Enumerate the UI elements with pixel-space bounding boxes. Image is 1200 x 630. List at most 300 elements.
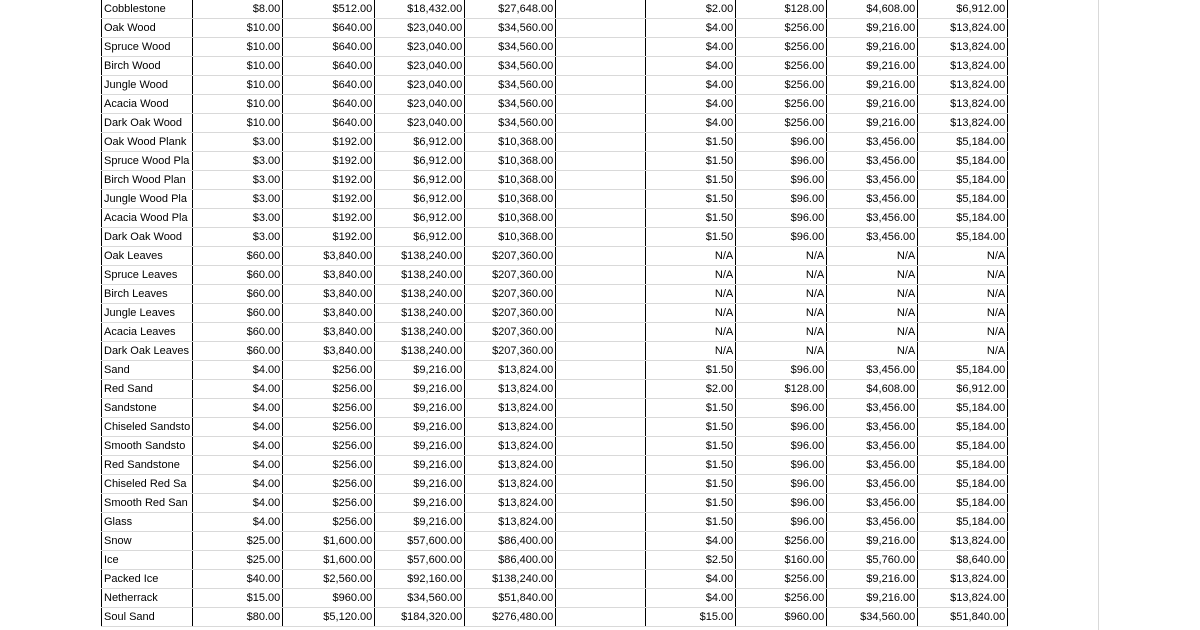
empty-cell[interactable]: [556, 513, 646, 532]
price-cell-g[interactable]: $9,216.00: [827, 57, 918, 76]
empty-cell[interactable]: [556, 494, 646, 513]
price-cell-a[interactable]: $3.00: [193, 171, 283, 190]
item-name-cell[interactable]: Jungle Wood: [102, 76, 193, 95]
price-cell-d[interactable]: $51,840.00: [465, 589, 556, 608]
price-cell-b[interactable]: $256.00: [283, 494, 375, 513]
price-cell-f[interactable]: $128.00: [736, 0, 827, 19]
price-cell-h[interactable]: $5,184.00: [918, 171, 1008, 190]
price-cell-f[interactable]: $96.00: [736, 190, 827, 209]
item-name-cell[interactable]: Acacia Leaves: [102, 323, 193, 342]
price-cell-h[interactable]: $5,184.00: [918, 513, 1008, 532]
price-cell-d[interactable]: $207,360.00: [465, 247, 556, 266]
price-cell-b[interactable]: $640.00: [283, 38, 375, 57]
price-cell-h[interactable]: $5,184.00: [918, 228, 1008, 247]
price-cell-f[interactable]: N/A: [736, 247, 827, 266]
item-name-cell[interactable]: Spruce Leaves: [102, 266, 193, 285]
price-cell-g[interactable]: $9,216.00: [827, 532, 918, 551]
item-name-cell[interactable]: Spruce Wood: [102, 38, 193, 57]
price-cell-h[interactable]: N/A: [918, 285, 1008, 304]
price-cell-d[interactable]: $13,824.00: [465, 361, 556, 380]
item-name-cell[interactable]: Spruce Wood Pla: [102, 152, 193, 171]
price-cell-c[interactable]: $23,040.00: [375, 38, 465, 57]
price-cell-c[interactable]: $138,240.00: [375, 304, 465, 323]
price-cell-e[interactable]: $1.50: [646, 456, 736, 475]
price-cell-b[interactable]: $3,840.00: [283, 285, 375, 304]
price-cell-b[interactable]: $192.00: [283, 133, 375, 152]
price-cell-e[interactable]: $4.00: [646, 76, 736, 95]
price-cell-a[interactable]: $4.00: [193, 380, 283, 399]
price-cell-g[interactable]: $3,456.00: [827, 418, 918, 437]
price-cell-b[interactable]: $256.00: [283, 513, 375, 532]
price-cell-e[interactable]: $4.00: [646, 19, 736, 38]
empty-cell[interactable]: [556, 57, 646, 76]
item-name-cell[interactable]: Red Sandstone: [102, 456, 193, 475]
empty-cell[interactable]: [556, 247, 646, 266]
price-cell-g[interactable]: N/A: [827, 247, 918, 266]
item-name-cell[interactable]: Red Sand: [102, 380, 193, 399]
price-cell-d[interactable]: $207,360.00: [465, 304, 556, 323]
item-name-cell[interactable]: Birch Wood: [102, 57, 193, 76]
price-cell-g[interactable]: $3,456.00: [827, 209, 918, 228]
price-cell-e[interactable]: $1.50: [646, 152, 736, 171]
price-cell-f[interactable]: $256.00: [736, 114, 827, 133]
price-cell-b[interactable]: $3,840.00: [283, 342, 375, 361]
price-cell-a[interactable]: $8.00: [193, 0, 283, 19]
price-cell-d[interactable]: $27,648.00: [465, 0, 556, 19]
price-cell-b[interactable]: $192.00: [283, 209, 375, 228]
price-cell-b[interactable]: $192.00: [283, 171, 375, 190]
price-cell-e[interactable]: $1.50: [646, 133, 736, 152]
price-cell-b[interactable]: $256.00: [283, 380, 375, 399]
price-cell-e[interactable]: $4.00: [646, 95, 736, 114]
price-cell-f[interactable]: N/A: [736, 266, 827, 285]
price-cell-g[interactable]: $3,456.00: [827, 133, 918, 152]
price-cell-h[interactable]: N/A: [918, 266, 1008, 285]
price-cell-g[interactable]: $9,216.00: [827, 95, 918, 114]
price-cell-e[interactable]: $1.50: [646, 437, 736, 456]
price-cell-e[interactable]: N/A: [646, 266, 736, 285]
price-cell-d[interactable]: $34,560.00: [465, 95, 556, 114]
item-name-cell[interactable]: Acacia Wood Pla: [102, 209, 193, 228]
price-cell-f[interactable]: $96.00: [736, 209, 827, 228]
price-cell-g[interactable]: $5,760.00: [827, 551, 918, 570]
price-cell-g[interactable]: $9,216.00: [827, 76, 918, 95]
price-cell-g[interactable]: $4,608.00: [827, 0, 918, 19]
price-cell-h[interactable]: $5,184.00: [918, 399, 1008, 418]
price-cell-c[interactable]: $23,040.00: [375, 19, 465, 38]
price-cell-e[interactable]: N/A: [646, 323, 736, 342]
empty-cell[interactable]: [556, 152, 646, 171]
price-cell-b[interactable]: $256.00: [283, 437, 375, 456]
price-cell-e[interactable]: $4.00: [646, 57, 736, 76]
item-name-cell[interactable]: Jungle Leaves: [102, 304, 193, 323]
price-cell-f[interactable]: $96.00: [736, 228, 827, 247]
price-cell-e[interactable]: N/A: [646, 285, 736, 304]
item-name-cell[interactable]: Dark Oak Leaves: [102, 342, 193, 361]
price-cell-c[interactable]: $6,912.00: [375, 133, 465, 152]
price-cell-e[interactable]: N/A: [646, 304, 736, 323]
price-cell-a[interactable]: $10.00: [193, 57, 283, 76]
price-cell-e[interactable]: $1.50: [646, 190, 736, 209]
price-cell-h[interactable]: $5,184.00: [918, 475, 1008, 494]
price-cell-f[interactable]: $256.00: [736, 76, 827, 95]
empty-cell[interactable]: [556, 95, 646, 114]
price-cell-d[interactable]: $138,240.00: [465, 570, 556, 589]
item-name-cell[interactable]: Sand: [102, 361, 193, 380]
empty-cell[interactable]: [556, 342, 646, 361]
price-cell-h[interactable]: $5,184.00: [918, 190, 1008, 209]
price-cell-e[interactable]: $4.00: [646, 589, 736, 608]
empty-cell[interactable]: [556, 76, 646, 95]
price-cell-d[interactable]: $13,824.00: [465, 418, 556, 437]
empty-cell[interactable]: [556, 0, 646, 19]
empty-cell[interactable]: [556, 323, 646, 342]
price-cell-g[interactable]: $3,456.00: [827, 399, 918, 418]
price-cell-f[interactable]: N/A: [736, 304, 827, 323]
price-cell-b[interactable]: $256.00: [283, 456, 375, 475]
price-cell-c[interactable]: $6,912.00: [375, 171, 465, 190]
empty-cell[interactable]: [556, 608, 646, 627]
price-cell-h[interactable]: $13,824.00: [918, 570, 1008, 589]
price-cell-g[interactable]: $3,456.00: [827, 437, 918, 456]
empty-cell[interactable]: [556, 190, 646, 209]
price-cell-b[interactable]: $2,560.00: [283, 570, 375, 589]
price-cell-g[interactable]: N/A: [827, 285, 918, 304]
price-cell-a[interactable]: $4.00: [193, 361, 283, 380]
price-cell-b[interactable]: $1,600.00: [283, 532, 375, 551]
price-cell-d[interactable]: $13,824.00: [465, 494, 556, 513]
price-cell-c[interactable]: $6,912.00: [375, 152, 465, 171]
empty-cell[interactable]: [556, 456, 646, 475]
price-cell-e[interactable]: $1.50: [646, 171, 736, 190]
price-cell-e[interactable]: $2.50: [646, 551, 736, 570]
price-cell-c[interactable]: $6,912.00: [375, 209, 465, 228]
price-cell-g[interactable]: $9,216.00: [827, 570, 918, 589]
price-cell-c[interactable]: $23,040.00: [375, 57, 465, 76]
price-cell-d[interactable]: $34,560.00: [465, 19, 556, 38]
price-cell-c[interactable]: $9,216.00: [375, 513, 465, 532]
price-cell-b[interactable]: $256.00: [283, 361, 375, 380]
price-cell-e[interactable]: $1.50: [646, 228, 736, 247]
price-cell-h[interactable]: N/A: [918, 304, 1008, 323]
item-name-cell[interactable]: Snow: [102, 532, 193, 551]
price-cell-d[interactable]: $10,368.00: [465, 171, 556, 190]
price-cell-g[interactable]: $3,456.00: [827, 361, 918, 380]
price-cell-a[interactable]: $3.00: [193, 190, 283, 209]
price-cell-a[interactable]: $4.00: [193, 437, 283, 456]
price-cell-h[interactable]: $5,184.00: [918, 133, 1008, 152]
price-cell-d[interactable]: $13,824.00: [465, 399, 556, 418]
empty-cell[interactable]: [556, 285, 646, 304]
item-name-cell[interactable]: Glass: [102, 513, 193, 532]
price-cell-c[interactable]: $9,216.00: [375, 456, 465, 475]
item-name-cell[interactable]: Oak Leaves: [102, 247, 193, 266]
price-cell-g[interactable]: $3,456.00: [827, 513, 918, 532]
price-cell-a[interactable]: $25.00: [193, 532, 283, 551]
price-cell-f[interactable]: $96.00: [736, 513, 827, 532]
price-cell-f[interactable]: $96.00: [736, 437, 827, 456]
price-cell-h[interactable]: N/A: [918, 323, 1008, 342]
price-cell-d[interactable]: $10,368.00: [465, 190, 556, 209]
price-cell-a[interactable]: $4.00: [193, 456, 283, 475]
price-cell-d[interactable]: $10,368.00: [465, 152, 556, 171]
price-cell-b[interactable]: $3,840.00: [283, 247, 375, 266]
price-cell-h[interactable]: $13,824.00: [918, 57, 1008, 76]
price-cell-a[interactable]: $3.00: [193, 152, 283, 171]
price-cell-a[interactable]: $10.00: [193, 114, 283, 133]
price-cell-g[interactable]: $9,216.00: [827, 114, 918, 133]
price-cell-h[interactable]: $51,840.00: [918, 608, 1008, 627]
empty-cell[interactable]: [556, 304, 646, 323]
price-cell-e[interactable]: $1.50: [646, 209, 736, 228]
item-name-cell[interactable]: Dark Oak Wood: [102, 228, 193, 247]
price-cell-c[interactable]: $23,040.00: [375, 95, 465, 114]
price-cell-h[interactable]: $5,184.00: [918, 152, 1008, 171]
price-cell-g[interactable]: $3,456.00: [827, 456, 918, 475]
price-cell-h[interactable]: $13,824.00: [918, 76, 1008, 95]
price-cell-e[interactable]: $1.50: [646, 418, 736, 437]
price-cell-a[interactable]: $60.00: [193, 247, 283, 266]
price-cell-e[interactable]: $1.50: [646, 475, 736, 494]
price-cell-b[interactable]: $5,120.00: [283, 608, 375, 627]
price-cell-c[interactable]: $9,216.00: [375, 418, 465, 437]
price-cell-d[interactable]: $207,360.00: [465, 266, 556, 285]
price-cell-c[interactable]: $138,240.00: [375, 266, 465, 285]
price-cell-b[interactable]: $1,600.00: [283, 551, 375, 570]
price-cell-b[interactable]: $640.00: [283, 57, 375, 76]
price-cell-h[interactable]: $5,184.00: [918, 209, 1008, 228]
price-cell-g[interactable]: N/A: [827, 342, 918, 361]
price-cell-f[interactable]: $160.00: [736, 551, 827, 570]
price-cell-b[interactable]: $640.00: [283, 76, 375, 95]
price-cell-f[interactable]: $256.00: [736, 19, 827, 38]
price-cell-b[interactable]: $3,840.00: [283, 323, 375, 342]
price-cell-d[interactable]: $13,824.00: [465, 513, 556, 532]
price-cell-e[interactable]: $15.00: [646, 608, 736, 627]
empty-cell[interactable]: [556, 114, 646, 133]
price-cell-e[interactable]: $1.50: [646, 361, 736, 380]
price-cell-h[interactable]: $13,824.00: [918, 38, 1008, 57]
price-cell-a[interactable]: $4.00: [193, 399, 283, 418]
price-cell-a[interactable]: $4.00: [193, 418, 283, 437]
price-cell-d[interactable]: $34,560.00: [465, 76, 556, 95]
price-cell-a[interactable]: $60.00: [193, 304, 283, 323]
item-name-cell[interactable]: Dark Oak Wood: [102, 114, 193, 133]
price-cell-c[interactable]: $23,040.00: [375, 114, 465, 133]
price-cell-c[interactable]: $9,216.00: [375, 361, 465, 380]
item-name-cell[interactable]: Jungle Wood Pla: [102, 190, 193, 209]
price-cell-d[interactable]: $13,824.00: [465, 475, 556, 494]
price-cell-a[interactable]: $4.00: [193, 475, 283, 494]
item-name-cell[interactable]: Soul Sand: [102, 608, 193, 627]
price-cell-c[interactable]: $9,216.00: [375, 475, 465, 494]
price-cell-d[interactable]: $34,560.00: [465, 57, 556, 76]
price-cell-c[interactable]: $57,600.00: [375, 551, 465, 570]
price-cell-b[interactable]: $3,840.00: [283, 266, 375, 285]
price-cell-c[interactable]: $9,216.00: [375, 399, 465, 418]
price-cell-h[interactable]: $13,824.00: [918, 589, 1008, 608]
price-cell-a[interactable]: $3.00: [193, 228, 283, 247]
price-cell-e[interactable]: N/A: [646, 247, 736, 266]
price-cell-f[interactable]: $96.00: [736, 418, 827, 437]
price-cell-b[interactable]: $256.00: [283, 418, 375, 437]
price-cell-g[interactable]: N/A: [827, 323, 918, 342]
price-cell-g[interactable]: $3,456.00: [827, 494, 918, 513]
price-cell-f[interactable]: $256.00: [736, 570, 827, 589]
price-cell-g[interactable]: $9,216.00: [827, 19, 918, 38]
price-cell-f[interactable]: $256.00: [736, 589, 827, 608]
empty-cell[interactable]: [556, 475, 646, 494]
price-cell-a[interactable]: $25.00: [193, 551, 283, 570]
price-cell-f[interactable]: $256.00: [736, 38, 827, 57]
price-cell-f[interactable]: $96.00: [736, 456, 827, 475]
price-cell-a[interactable]: $4.00: [193, 494, 283, 513]
price-cell-c[interactable]: $57,600.00: [375, 532, 465, 551]
empty-cell[interactable]: [556, 228, 646, 247]
price-cell-a[interactable]: $60.00: [193, 323, 283, 342]
price-cell-f[interactable]: $256.00: [736, 57, 827, 76]
empty-cell[interactable]: [556, 171, 646, 190]
price-cell-f[interactable]: $96.00: [736, 399, 827, 418]
price-cell-f[interactable]: $128.00: [736, 380, 827, 399]
price-cell-a[interactable]: $15.00: [193, 589, 283, 608]
price-cell-f[interactable]: $96.00: [736, 361, 827, 380]
price-cell-g[interactable]: $3,456.00: [827, 152, 918, 171]
price-cell-c[interactable]: $138,240.00: [375, 247, 465, 266]
price-cell-h[interactable]: $13,824.00: [918, 95, 1008, 114]
price-cell-c[interactable]: $138,240.00: [375, 285, 465, 304]
price-cell-f[interactable]: $96.00: [736, 475, 827, 494]
price-cell-d[interactable]: $10,368.00: [465, 228, 556, 247]
price-cell-g[interactable]: $34,560.00: [827, 608, 918, 627]
price-cell-b[interactable]: $640.00: [283, 114, 375, 133]
price-cell-h[interactable]: $13,824.00: [918, 114, 1008, 133]
price-cell-f[interactable]: $256.00: [736, 532, 827, 551]
price-cell-f[interactable]: N/A: [736, 342, 827, 361]
price-cell-b[interactable]: $3,840.00: [283, 304, 375, 323]
price-cell-d[interactable]: $10,368.00: [465, 209, 556, 228]
price-cell-e[interactable]: $2.00: [646, 380, 736, 399]
price-cell-b[interactable]: $192.00: [283, 152, 375, 171]
price-cell-b[interactable]: $256.00: [283, 399, 375, 418]
price-cell-d[interactable]: $13,824.00: [465, 437, 556, 456]
price-cell-g[interactable]: $9,216.00: [827, 589, 918, 608]
price-cell-h[interactable]: $5,184.00: [918, 494, 1008, 513]
empty-cell[interactable]: [556, 570, 646, 589]
item-name-cell[interactable]: Chiseled Red Sa: [102, 475, 193, 494]
price-cell-d[interactable]: $207,360.00: [465, 285, 556, 304]
price-cell-a[interactable]: $60.00: [193, 266, 283, 285]
item-name-cell[interactable]: Smooth Red San: [102, 494, 193, 513]
price-cell-f[interactable]: $96.00: [736, 171, 827, 190]
price-cell-e[interactable]: $1.50: [646, 399, 736, 418]
price-cell-f[interactable]: $96.00: [736, 133, 827, 152]
item-name-cell[interactable]: Birch Wood Plan: [102, 171, 193, 190]
price-cell-a[interactable]: $60.00: [193, 342, 283, 361]
price-cell-g[interactable]: N/A: [827, 304, 918, 323]
price-cell-b[interactable]: $256.00: [283, 475, 375, 494]
empty-cell[interactable]: [556, 399, 646, 418]
price-cell-g[interactable]: $3,456.00: [827, 171, 918, 190]
price-cell-c[interactable]: $138,240.00: [375, 342, 465, 361]
price-cell-h[interactable]: $5,184.00: [918, 418, 1008, 437]
item-name-cell[interactable]: Netherrack: [102, 589, 193, 608]
price-cell-h[interactable]: $5,184.00: [918, 456, 1008, 475]
price-cell-g[interactable]: $3,456.00: [827, 228, 918, 247]
price-cell-c[interactable]: $6,912.00: [375, 228, 465, 247]
price-cell-a[interactable]: $10.00: [193, 95, 283, 114]
price-cell-e[interactable]: $1.50: [646, 494, 736, 513]
empty-cell[interactable]: [556, 437, 646, 456]
price-cell-e[interactable]: $4.00: [646, 38, 736, 57]
price-cell-h[interactable]: $8,640.00: [918, 551, 1008, 570]
empty-cell[interactable]: [556, 551, 646, 570]
price-cell-c[interactable]: $92,160.00: [375, 570, 465, 589]
empty-cell[interactable]: [556, 133, 646, 152]
price-cell-d[interactable]: $13,824.00: [465, 456, 556, 475]
price-cell-c[interactable]: $9,216.00: [375, 494, 465, 513]
empty-cell[interactable]: [556, 266, 646, 285]
price-cell-e[interactable]: $4.00: [646, 532, 736, 551]
price-cell-d[interactable]: $276,480.00: [465, 608, 556, 627]
price-cell-c[interactable]: $6,912.00: [375, 190, 465, 209]
price-cell-c[interactable]: $9,216.00: [375, 380, 465, 399]
item-name-cell[interactable]: Chiseled Sandsto: [102, 418, 193, 437]
price-cell-h[interactable]: $6,912.00: [918, 380, 1008, 399]
item-name-cell[interactable]: Acacia Wood: [102, 95, 193, 114]
price-cell-a[interactable]: $10.00: [193, 38, 283, 57]
item-name-cell[interactable]: Ice: [102, 551, 193, 570]
price-cell-a[interactable]: $3.00: [193, 133, 283, 152]
price-cell-b[interactable]: $192.00: [283, 190, 375, 209]
price-cell-h[interactable]: $5,184.00: [918, 437, 1008, 456]
price-cell-g[interactable]: $9,216.00: [827, 38, 918, 57]
price-cell-g[interactable]: N/A: [827, 266, 918, 285]
empty-cell[interactable]: [556, 361, 646, 380]
price-cell-a[interactable]: $3.00: [193, 209, 283, 228]
price-cell-a[interactable]: $60.00: [193, 285, 283, 304]
price-cell-h[interactable]: $6,912.00: [918, 0, 1008, 19]
empty-cell[interactable]: [556, 418, 646, 437]
price-cell-c[interactable]: $138,240.00: [375, 323, 465, 342]
price-cell-f[interactable]: $960.00: [736, 608, 827, 627]
price-cell-h[interactable]: N/A: [918, 247, 1008, 266]
price-cell-a[interactable]: $10.00: [193, 76, 283, 95]
empty-cell[interactable]: [556, 532, 646, 551]
price-cell-e[interactable]: $2.00: [646, 0, 736, 19]
price-cell-f[interactable]: $96.00: [736, 494, 827, 513]
price-cell-e[interactable]: N/A: [646, 342, 736, 361]
price-cell-b[interactable]: $192.00: [283, 228, 375, 247]
price-cell-h[interactable]: $5,184.00: [918, 361, 1008, 380]
item-name-cell[interactable]: Oak Wood: [102, 19, 193, 38]
price-cell-e[interactable]: $1.50: [646, 513, 736, 532]
price-cell-c[interactable]: $9,216.00: [375, 437, 465, 456]
empty-cell[interactable]: [556, 209, 646, 228]
item-name-cell[interactable]: Sandstone: [102, 399, 193, 418]
price-cell-b[interactable]: $960.00: [283, 589, 375, 608]
empty-cell[interactable]: [556, 19, 646, 38]
price-cell-g[interactable]: $4,608.00: [827, 380, 918, 399]
price-cell-h[interactable]: N/A: [918, 342, 1008, 361]
price-cell-b[interactable]: $640.00: [283, 19, 375, 38]
price-cell-d[interactable]: $86,400.00: [465, 551, 556, 570]
price-cell-f[interactable]: $256.00: [736, 95, 827, 114]
price-cell-a[interactable]: $10.00: [193, 19, 283, 38]
empty-cell[interactable]: [556, 380, 646, 399]
item-name-cell[interactable]: Cobblestone: [102, 0, 193, 19]
price-cell-f[interactable]: N/A: [736, 285, 827, 304]
